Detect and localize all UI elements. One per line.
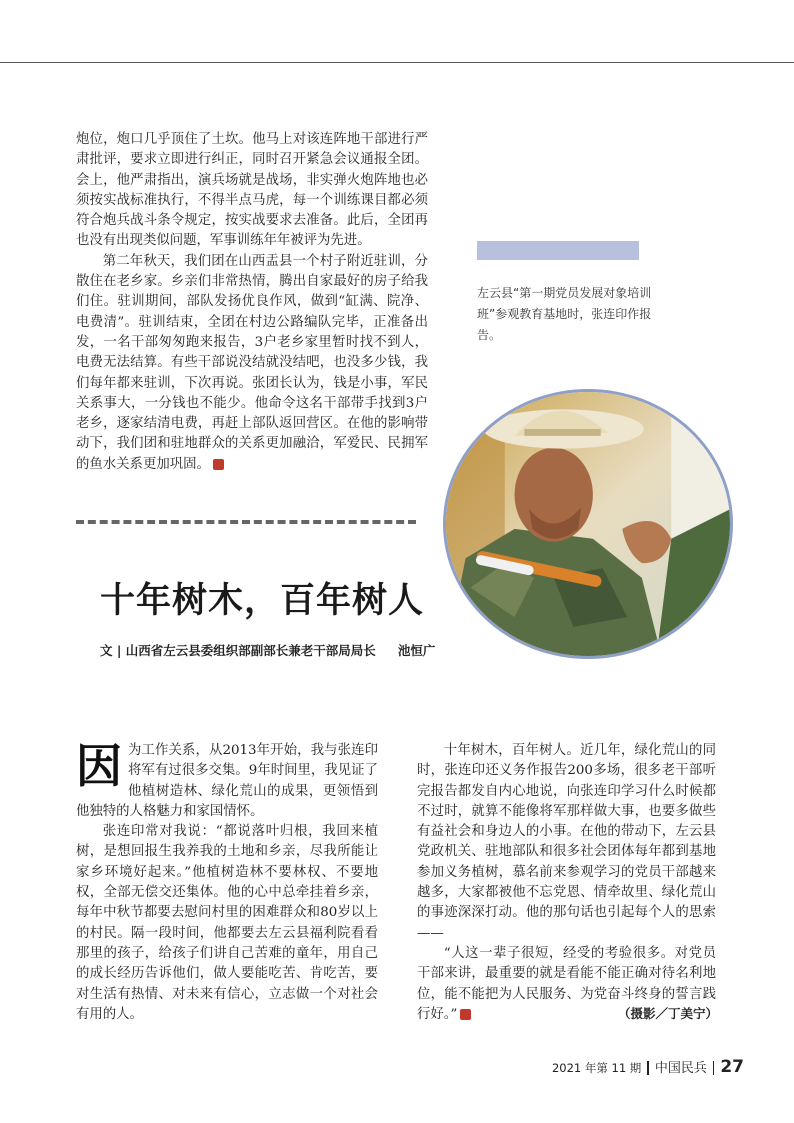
article-column-left	[76, 741, 378, 1025]
magazine-name: 中国民兵	[654, 1061, 707, 1076]
paragraph	[76, 741, 378, 822]
byline-separator: |	[112, 643, 126, 658]
page-footer	[552, 1057, 744, 1077]
photo-caption: 左云县“第一期党员发展对象培训班”参观教育基地时，张连印作报告。	[477, 286, 652, 342]
article-column-right	[417, 741, 719, 1025]
paragraph-text: “人这一辈子很短，经受的考验很多。对党员干部来讲，最重要的就是看能不能正确对待名利地位，能不能把为人民服务、为党奋斗终身的誓言践行好。”	[417, 945, 716, 1022]
byline	[100, 641, 435, 659]
byline-author: 池恒广	[397, 643, 436, 658]
page-number: 27	[720, 1057, 744, 1077]
end-mark-icon: 心	[213, 459, 224, 470]
paragraph-text: 第二年秋天，我们团在山西盂县一个村子附近驻训，分散住在老乡家。乡亲们非常热情，腾出自家最好的房子给我们住。驻训期间，部队发扬优良作风，做到“缸满、院净、电费清”。驻训结束，全团在村边公路编队完毕，正准备出发，一名干部匆匆跑来报告，3户老乡家里暂时找不到人，电费无法结算。有些干部说没结就没结吧，也没多少钱，我们每年都来驻训，下次再说。张团长认为，钱是小事，军民关系事大，一分钱也不能少。他命令这名干部带手找到3户老乡，逐家结清电费，再赶上部队返回营区。在他的影响带动下，我们团和驻地群众的关系更加融洽，军爱民、民拥军的鱼水关系更加巩固。	[76, 253, 428, 472]
byline-role: 山西省左云县委组织部副部长兼老干部局局长	[125, 643, 376, 658]
paragraph: 张连印常对我说：“都说落叶归根，我回来植树，是想回报生我养我的土地和乡亲，尽我所能让家乡环境好起来。”他植树造林不要林权、不要地权，全部无偿交还集体。他的心中总牵挂着乡亲，每年中秋节都要去慰问村里的困难群众和80岁以上的村民。隔一段时间，他都要去左云县福利院看看那里的孩子，给孩子们讲自己苦难的童年，用自己的成长经历告诉他们，做人要能吃苦、肯吃苦，要对生活有热情、对未来有信心，立志做一个对社会有用的人。	[76, 824, 378, 1022]
portrait-illustration	[446, 392, 730, 656]
article-title: 十年树木，百年树人	[100, 581, 425, 621]
paragraph: 炮位，炮口几乎顶住了土坎。他马上对该连阵地干部进行严肃批评，要求立即进行纠正，同时召开紧急会议通报全团。会上，他严肃指出，演兵场就是战场，非实弹火炮阵地也必须按实战标准执行，不得半点马虎，每一个训练课目都必须符合炮兵战斗条令规定，按实战要求去准备。此后，全团再也没有出现类似问题，军事训练年年被评为先进。	[76, 132, 428, 249]
paragraph: 十年树木，百年树人。近几年，绿化荒山的同时，张连印还义务作报告200多场，很多老干部听完报告都发自内心地说，向张连印学习什么时候都不过时，就算不能像将军那样做大事，也要多做些有益社会和身边人的小事。在他的带动下，左云县党政机关、驻地部队和很多社会团体每年都到基地参加义务植树，慕名前来参观学习的党员干部越来越多，大家都被他不忘党恩、情牵故里、绿化荒山的事迹深深打动。他的那句话也引起每个人的思索——	[417, 743, 716, 941]
end-mark-icon: 心	[460, 1009, 471, 1020]
top-rule	[0, 62, 794, 63]
paragraph-text: 为工作关系，从2013年开始，我与张连印将军有过很多交集。9年时间里，我见证了他植树造林、绿化荒山的成果，更领悟到他独特的人格魅力和家国情怀。	[76, 743, 378, 819]
byline-prefix: 文	[100, 643, 113, 658]
caption-bar	[477, 241, 639, 260]
dropcap: 因	[76, 739, 122, 793]
photo-credit: （摄影／丁美宁）	[618, 1006, 719, 1021]
issue-label: 2021 年第 11 期	[551, 1061, 642, 1075]
paragraph	[76, 252, 428, 475]
footer-separator	[647, 1061, 649, 1075]
footer-separator	[713, 1061, 715, 1075]
continued-text-column	[76, 130, 428, 475]
portrait-photo	[443, 389, 733, 659]
dashed-divider	[76, 520, 416, 524]
